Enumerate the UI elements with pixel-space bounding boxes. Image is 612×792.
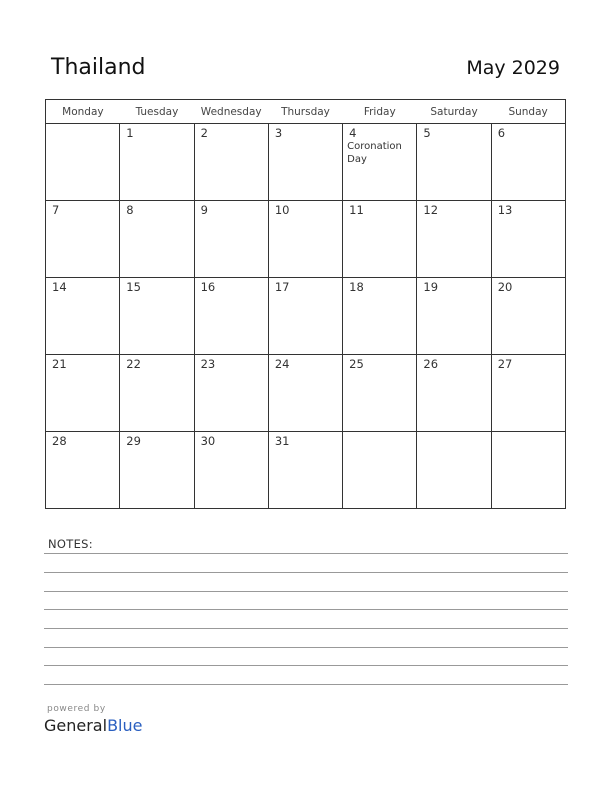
note-line: [44, 647, 568, 648]
day-number: 20: [497, 280, 513, 294]
day-number: 8: [126, 203, 134, 217]
day-number: 30: [200, 434, 216, 448]
day-cell[interactable]: [343, 355, 417, 432]
day-number: 7: [52, 203, 60, 217]
day-cell[interactable]: [120, 278, 194, 355]
day-cell[interactable]: [417, 278, 491, 355]
day-number: 11: [349, 203, 364, 217]
month-year-title: May 2029: [466, 57, 560, 79]
day-number: 23: [200, 357, 216, 371]
week-row: [46, 278, 566, 355]
day-cell[interactable]: [268, 278, 342, 355]
day-cell[interactable]: [343, 201, 417, 278]
weekday-friday: Friday: [343, 100, 417, 124]
day-number: 25: [349, 357, 364, 371]
day-cell[interactable]: [491, 124, 565, 201]
weekday-thursday: Thursday: [268, 100, 342, 124]
day-number: 13: [497, 203, 513, 217]
day-number: 14: [52, 280, 67, 294]
day-cell[interactable]: [120, 355, 194, 432]
day-cell[interactable]: [491, 432, 565, 509]
note-line: [44, 684, 568, 685]
day-cell[interactable]: [343, 124, 417, 201]
day-number: 16: [200, 280, 216, 294]
day-cell[interactable]: [417, 432, 491, 509]
day-cell[interactable]: [194, 355, 268, 432]
day-number: 1: [126, 126, 134, 140]
weekday-monday: Monday: [46, 100, 120, 124]
day-cell[interactable]: [491, 201, 565, 278]
day-cell[interactable]: [491, 278, 565, 355]
day-number: 27: [497, 357, 513, 371]
weekday-header-row: [46, 100, 566, 124]
week-row: [46, 355, 566, 432]
day-cell[interactable]: [194, 278, 268, 355]
day-number: 29: [126, 434, 141, 448]
day-number: 31: [274, 434, 290, 448]
day-number: 26: [423, 357, 439, 371]
day-number: 6: [497, 126, 506, 140]
day-cell[interactable]: [417, 355, 491, 432]
day-number: 28: [52, 434, 67, 448]
day-cell[interactable]: [491, 355, 565, 432]
notes-label: NOTES:: [48, 537, 93, 551]
brand-logo[interactable]: [44, 716, 142, 735]
day-number: 5: [423, 126, 431, 140]
weekday-wednesday: Wednesday: [194, 100, 268, 124]
day-cell[interactable]: [194, 124, 268, 201]
week-row: [46, 124, 566, 201]
day-cell[interactable]: [194, 432, 268, 509]
weekday-saturday: Saturday: [417, 100, 491, 124]
country-title: Thailand: [51, 55, 146, 80]
holiday-label: Coronation Day: [347, 141, 402, 165]
day-cell[interactable]: [268, 201, 342, 278]
day-number: 22: [126, 357, 141, 371]
day-number: 17: [274, 280, 290, 294]
week-row: [46, 201, 566, 278]
week-row: [46, 432, 566, 509]
day-cell[interactable]: [343, 278, 417, 355]
note-line: [44, 591, 568, 592]
brand-general: General: [44, 716, 108, 735]
day-number: 3: [274, 126, 283, 140]
day-cell[interactable]: [268, 124, 342, 201]
day-number: 24: [274, 357, 290, 371]
day-number: 19: [423, 280, 439, 294]
note-line: [44, 628, 568, 629]
day-cell[interactable]: [120, 201, 194, 278]
note-line: [44, 572, 568, 573]
day-number: 18: [349, 280, 364, 294]
calendar-grid: [45, 99, 566, 509]
brand-blue: Blue: [107, 716, 143, 735]
day-cell[interactable]: [268, 432, 342, 509]
day-cell[interactable]: [46, 278, 120, 355]
day-number: 4: [349, 126, 357, 140]
day-cell[interactable]: [343, 432, 417, 509]
day-cell[interactable]: [46, 432, 120, 509]
note-line: [44, 609, 568, 610]
day-number: 12: [423, 203, 439, 217]
day-cell[interactable]: [417, 201, 491, 278]
day-cell[interactable]: [120, 124, 194, 201]
day-cell[interactable]: [194, 201, 268, 278]
day-number: 21: [52, 357, 67, 371]
day-number: 9: [200, 203, 208, 217]
day-cell[interactable]: [417, 124, 491, 201]
day-number: 2: [200, 126, 208, 140]
weekday-sunday: Sunday: [491, 100, 565, 124]
day-cell[interactable]: [46, 124, 120, 201]
day-cell[interactable]: [46, 201, 120, 278]
note-line: [44, 553, 568, 554]
powered-by-text: powered by: [47, 704, 106, 714]
note-line: [44, 665, 568, 666]
day-number: 10: [274, 203, 290, 217]
day-number: 15: [126, 280, 141, 294]
weekday-tuesday: Tuesday: [120, 100, 194, 124]
day-cell[interactable]: [46, 355, 120, 432]
day-cell[interactable]: [120, 432, 194, 509]
day-cell[interactable]: [268, 355, 342, 432]
